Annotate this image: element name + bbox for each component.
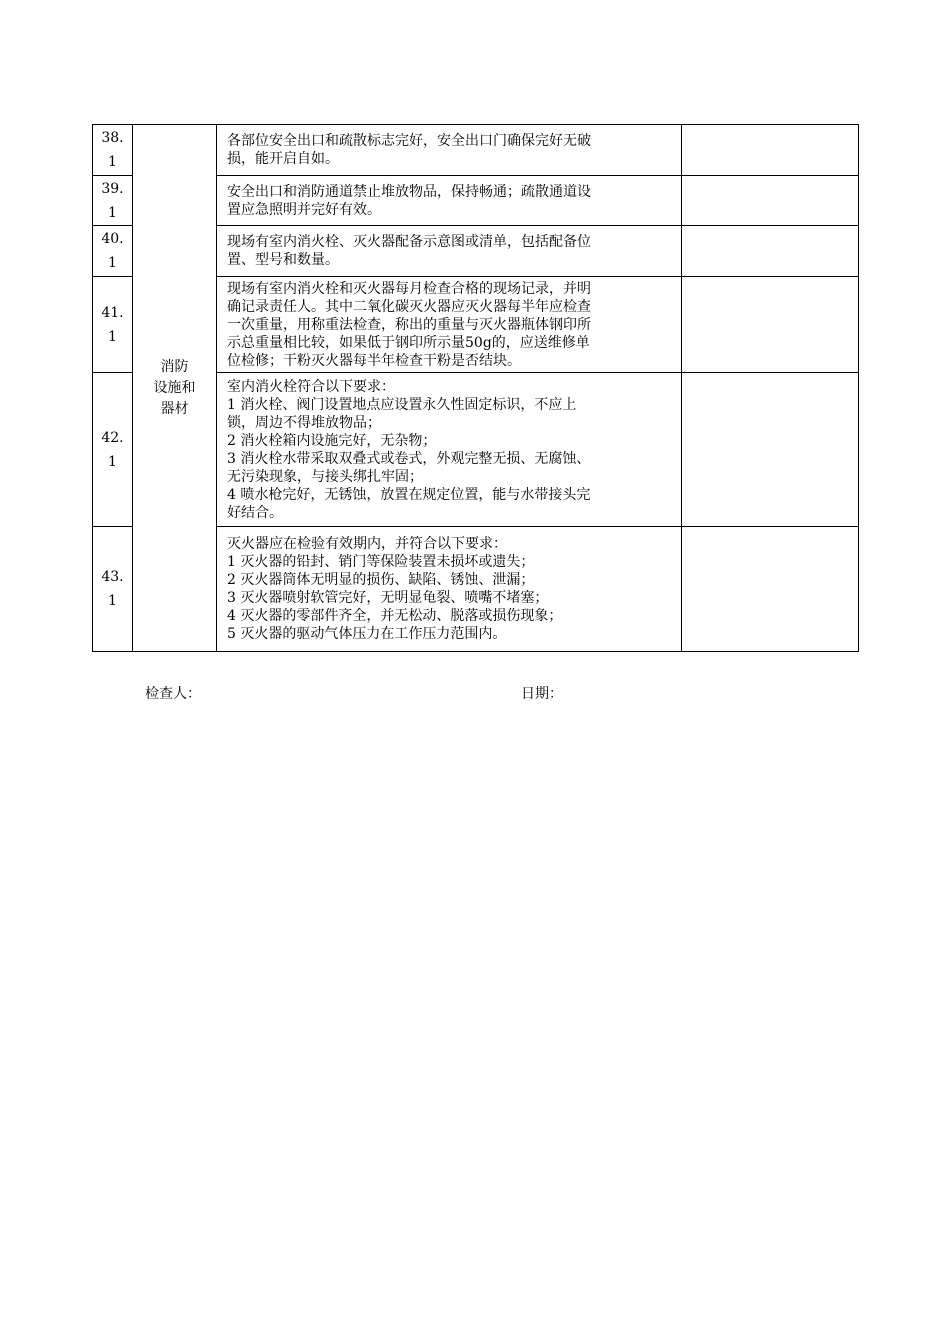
result-cell[interactable]	[682, 226, 859, 277]
table-row	[93, 125, 859, 176]
item-number: 38. 1	[93, 125, 133, 176]
requirement-text: 现场有室内消火栓、灭火器配备示意图或清单，包括配备位 置、型号和数量。	[217, 226, 682, 277]
requirement-text: 安全出口和消防通道禁止堆放物品，保持畅通；疏散通道设 置应急照明并完好有效。	[217, 176, 682, 226]
item-number: 40. 1	[93, 226, 133, 277]
item-number: 43. 1	[93, 527, 133, 652]
requirement-text: 现场有室内消火栓和灭火器每月检查合格的现场记录，并明 确记录责任人。其中二氧化碳灭火器应灭火器每半年应检查 一次重量，用称重法检查，称出的重量与灭火器瓶体钢印所 示总重量相比较，如果低于钢印所示量50g的，应送维修单 位检修；干粉灭火器每半年检查干粉是否结块。	[217, 277, 682, 373]
category-label: 消防	[160, 358, 189, 375]
category-label: 设施和	[153, 379, 196, 396]
inspector-label: 检查人：	[145, 686, 201, 702]
item-number: 42. 1	[93, 373, 133, 527]
requirement-text: 灭火器应在检验有效期内，并符合以下要求： 1 灭火器的铅封、销门等保险装置未损坏或遗失； 2 灭火器筒体无明显的损伤、缺陷、锈蚀、泄漏； 3 灭火器喷射软管完好，无明显龟裂、喷嘴不堵塞； 4 灭火器的零部件齐全，并无松动、脱落或损伤现象； 5 灭火器的驱动气体压力在工作压力范围内。	[217, 527, 682, 652]
date-label: 日期：	[521, 686, 563, 702]
category-cell	[133, 125, 217, 652]
result-cell[interactable]	[682, 176, 859, 226]
inspection-table	[92, 124, 859, 652]
result-cell[interactable]	[682, 373, 859, 527]
item-number: 39. 1	[93, 176, 133, 226]
category-label: 器材	[160, 400, 189, 417]
result-cell[interactable]	[682, 277, 859, 373]
requirement-text: 各部位安全出口和疏散标志完好，安全出口门确保完好无破 损，能开启自如。	[217, 125, 682, 176]
requirement-text: 室内消火栓符合以下要求： 1 消火栓、阀门设置地点应设置永久性固定标识，不应上 锁，周边不得堆放物品； 2 消火栓箱内设施完好，无杂物； 3 消火栓水带采取双叠式或卷式，外观完整无损、无腐蚀、 无污染现象，与接头绑扎牢固； 4 喷水枪完好，无锈蚀，放置在规定位置，能与水带接头完 好结合。	[217, 373, 682, 527]
item-number: 41. 1	[93, 277, 133, 373]
result-cell[interactable]	[682, 527, 859, 652]
result-cell[interactable]	[682, 125, 859, 176]
